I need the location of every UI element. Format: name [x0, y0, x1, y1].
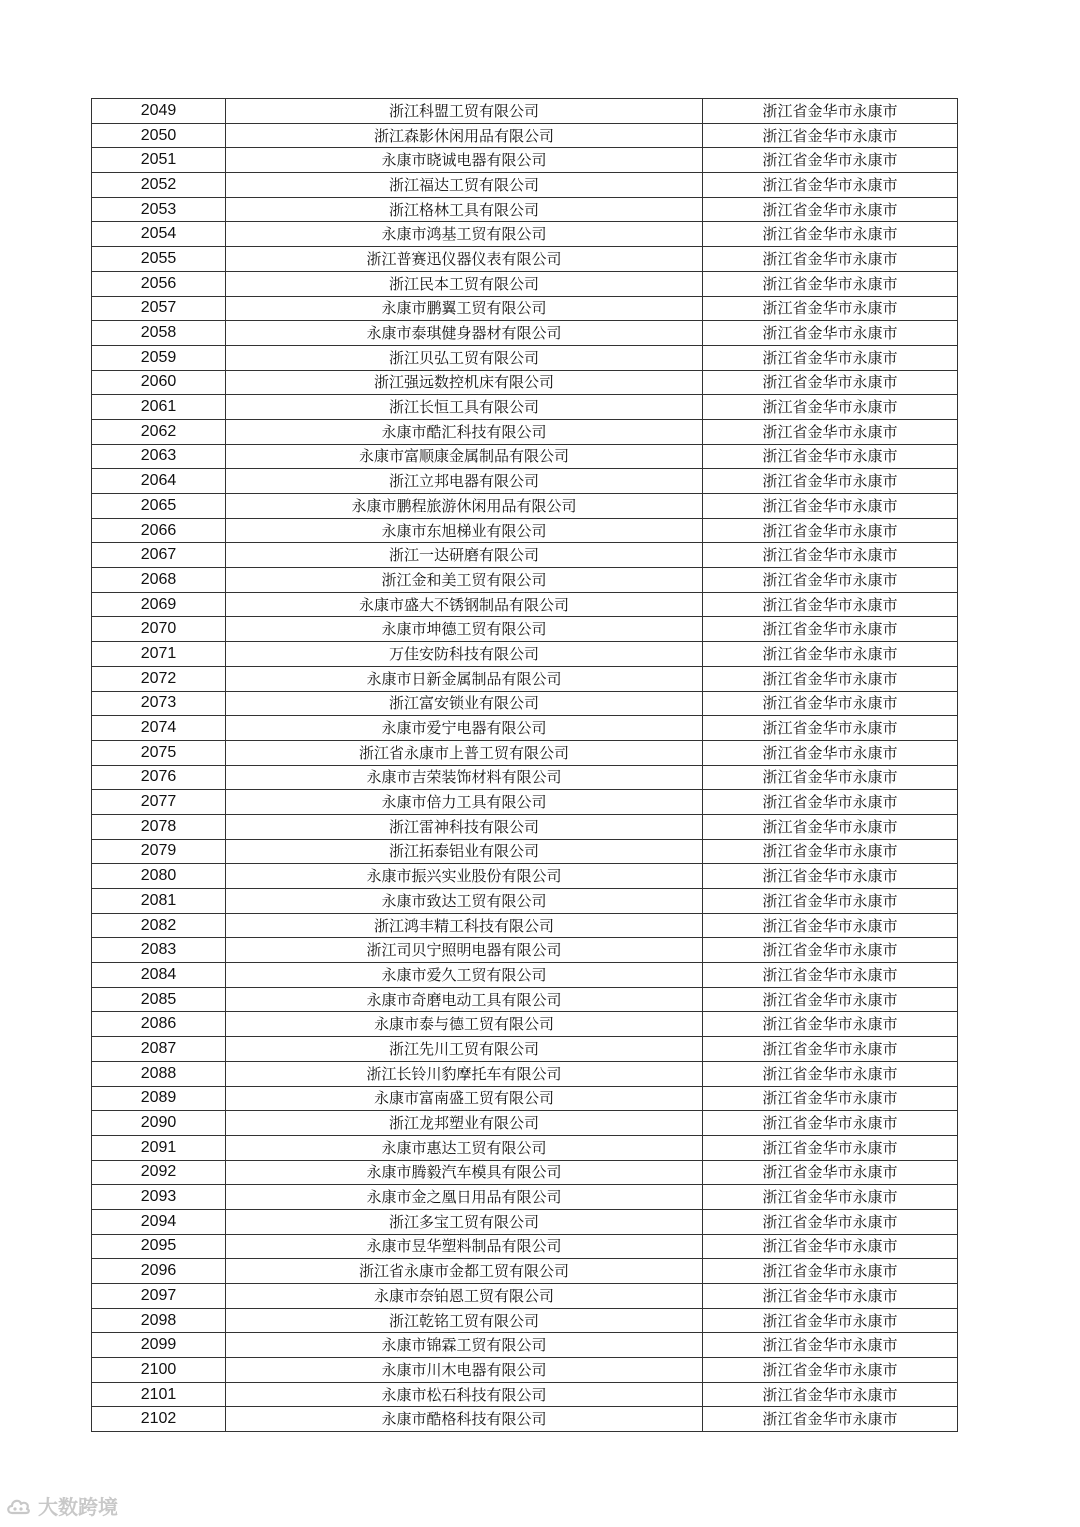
row-number: 2075 — [92, 740, 226, 765]
company-name: 浙江普赛迅仪器仪表有限公司 — [226, 247, 703, 272]
table-row — [92, 518, 958, 543]
row-number: 2091 — [92, 1135, 226, 1160]
table-row — [92, 444, 958, 469]
company-name: 浙江长恒工具有限公司 — [226, 395, 703, 420]
watermark-text: 大数跨境 — [38, 1495, 118, 1519]
table-row — [92, 222, 958, 247]
company-location: 浙江省金华市永康市 — [703, 370, 958, 395]
company-name: 永康市振兴实业股份有限公司 — [226, 864, 703, 889]
table-row — [92, 1209, 958, 1234]
row-number: 2055 — [92, 247, 226, 272]
company-name: 永康市腾毅汽车模具有限公司 — [226, 1160, 703, 1185]
table-row — [92, 1234, 958, 1259]
row-number: 2098 — [92, 1308, 226, 1333]
company-location: 浙江省金华市永康市 — [703, 543, 958, 568]
company-location: 浙江省金华市永康市 — [703, 1284, 958, 1309]
company-name: 永康市爱久工贸有限公司 — [226, 963, 703, 988]
company-location: 浙江省金华市永康市 — [703, 1259, 958, 1284]
company-name: 永康市松石科技有限公司 — [226, 1382, 703, 1407]
company-name: 永康市锦霖工贸有限公司 — [226, 1333, 703, 1358]
company-name: 永康市鸿基工贸有限公司 — [226, 222, 703, 247]
company-location: 浙江省金华市永康市 — [703, 617, 958, 642]
company-location: 浙江省金华市永康市 — [703, 1382, 958, 1407]
table-row — [92, 814, 958, 839]
row-number: 2088 — [92, 1061, 226, 1086]
company-location: 浙江省金华市永康市 — [703, 222, 958, 247]
company-location: 浙江省金华市永康市 — [703, 839, 958, 864]
company-name: 浙江森影休闲用品有限公司 — [226, 123, 703, 148]
company-location: 浙江省金华市永康市 — [703, 938, 958, 963]
table-row — [92, 913, 958, 938]
company-name: 浙江省永康市金都工贸有限公司 — [226, 1259, 703, 1284]
company-name: 永康市奈铂恩工贸有限公司 — [226, 1284, 703, 1309]
table-row — [92, 1135, 958, 1160]
company-name: 浙江金和美工贸有限公司 — [226, 568, 703, 593]
table-row — [92, 1012, 958, 1037]
company-location: 浙江省金华市永康市 — [703, 296, 958, 321]
row-number: 2066 — [92, 518, 226, 543]
row-number: 2060 — [92, 370, 226, 395]
row-number: 2061 — [92, 395, 226, 420]
company-location: 浙江省金华市永康市 — [703, 666, 958, 691]
row-number: 2054 — [92, 222, 226, 247]
table-row — [92, 370, 958, 395]
table-row — [92, 173, 958, 198]
company-location: 浙江省金华市永康市 — [703, 271, 958, 296]
row-number: 2064 — [92, 469, 226, 494]
row-number: 2081 — [92, 889, 226, 914]
company-location: 浙江省金华市永康市 — [703, 444, 958, 469]
company-name: 浙江雷神科技有限公司 — [226, 814, 703, 839]
table-row — [92, 271, 958, 296]
company-location: 浙江省金华市永康市 — [703, 691, 958, 716]
company-location: 浙江省金华市永康市 — [703, 1012, 958, 1037]
company-location: 浙江省金华市永康市 — [703, 321, 958, 346]
row-number: 2092 — [92, 1160, 226, 1185]
company-name: 永康市倍力工具有限公司 — [226, 790, 703, 815]
table-row — [92, 247, 958, 272]
row-number: 2056 — [92, 271, 226, 296]
company-name: 永康市泰琪健身器材有限公司 — [226, 321, 703, 346]
table-row — [92, 963, 958, 988]
table-row — [92, 765, 958, 790]
company-name: 浙江龙邦塑业有限公司 — [226, 1111, 703, 1136]
company-location: 浙江省金华市永康市 — [703, 518, 958, 543]
company-name: 浙江一达研磨有限公司 — [226, 543, 703, 568]
row-number: 2067 — [92, 543, 226, 568]
company-location: 浙江省金华市永康市 — [703, 419, 958, 444]
table-row — [92, 321, 958, 346]
company-name: 浙江贝弘工贸有限公司 — [226, 345, 703, 370]
company-location: 浙江省金华市永康市 — [703, 1160, 958, 1185]
company-location: 浙江省金华市永康市 — [703, 247, 958, 272]
table-row — [92, 197, 958, 222]
company-location: 浙江省金华市永康市 — [703, 642, 958, 667]
company-location: 浙江省金华市永康市 — [703, 716, 958, 741]
row-number: 2089 — [92, 1086, 226, 1111]
company-name: 浙江富安锁业有限公司 — [226, 691, 703, 716]
table-row — [92, 938, 958, 963]
row-number: 2052 — [92, 173, 226, 198]
table-row — [92, 790, 958, 815]
row-number: 2058 — [92, 321, 226, 346]
row-number: 2096 — [92, 1259, 226, 1284]
row-number: 2093 — [92, 1185, 226, 1210]
row-number: 2094 — [92, 1209, 226, 1234]
row-number: 2073 — [92, 691, 226, 716]
company-name: 永康市奇磨电动工具有限公司 — [226, 987, 703, 1012]
row-number: 2076 — [92, 765, 226, 790]
table-row — [92, 123, 958, 148]
table-row — [92, 740, 958, 765]
row-number: 2085 — [92, 987, 226, 1012]
company-name: 永康市富顺康金属制品有限公司 — [226, 444, 703, 469]
row-number: 2087 — [92, 1037, 226, 1062]
row-number: 2049 — [92, 99, 226, 124]
company-location: 浙江省金华市永康市 — [703, 494, 958, 519]
row-number: 2057 — [92, 296, 226, 321]
table-row — [92, 839, 958, 864]
company-name: 永康市鹏程旅游休闲用品有限公司 — [226, 494, 703, 519]
company-name: 永康市富南盛工贸有限公司 — [226, 1086, 703, 1111]
company-name: 永康市昱华塑料制品有限公司 — [226, 1234, 703, 1259]
table-row — [92, 296, 958, 321]
company-location: 浙江省金华市永康市 — [703, 913, 958, 938]
company-name: 浙江鸿丰精工科技有限公司 — [226, 913, 703, 938]
table-row — [92, 469, 958, 494]
row-number: 2083 — [92, 938, 226, 963]
company-name: 浙江长铃川豹摩托车有限公司 — [226, 1061, 703, 1086]
table-row — [92, 1061, 958, 1086]
company-location: 浙江省金华市永康市 — [703, 197, 958, 222]
table-row — [92, 419, 958, 444]
company-location: 浙江省金华市永康市 — [703, 469, 958, 494]
row-number: 2095 — [92, 1234, 226, 1259]
company-name: 永康市爱宁电器有限公司 — [226, 716, 703, 741]
company-name: 浙江立邦电器有限公司 — [226, 469, 703, 494]
company-location: 浙江省金华市永康市 — [703, 765, 958, 790]
table-row — [92, 1407, 958, 1432]
table-row — [92, 1185, 958, 1210]
row-number: 2065 — [92, 494, 226, 519]
company-name: 永康市东旭梯业有限公司 — [226, 518, 703, 543]
company-location: 浙江省金华市永康市 — [703, 889, 958, 914]
table-row — [92, 1111, 958, 1136]
company-location: 浙江省金华市永康市 — [703, 1086, 958, 1111]
watermark — [6, 1491, 118, 1520]
company-location: 浙江省金华市永康市 — [703, 99, 958, 124]
row-number: 2102 — [92, 1407, 226, 1432]
company-name: 永康市日新金属制品有限公司 — [226, 666, 703, 691]
row-number: 2050 — [92, 123, 226, 148]
company-name: 浙江乾铭工贸有限公司 — [226, 1308, 703, 1333]
company-location: 浙江省金华市永康市 — [703, 1209, 958, 1234]
company-location: 浙江省金华市永康市 — [703, 1185, 958, 1210]
table-row — [92, 543, 958, 568]
row-number: 2084 — [92, 963, 226, 988]
row-number: 2063 — [92, 444, 226, 469]
company-name: 永康市金之凰日用品有限公司 — [226, 1185, 703, 1210]
company-location: 浙江省金华市永康市 — [703, 568, 958, 593]
company-name: 永康市吉荣装饰材料有限公司 — [226, 765, 703, 790]
table-row — [92, 1382, 958, 1407]
company-name: 浙江格林工具有限公司 — [226, 197, 703, 222]
company-name: 永康市川木电器有限公司 — [226, 1358, 703, 1383]
table-row — [92, 494, 958, 519]
table-row — [92, 617, 958, 642]
row-number: 2078 — [92, 814, 226, 839]
company-location: 浙江省金华市永康市 — [703, 963, 958, 988]
company-location: 浙江省金华市永康市 — [703, 1135, 958, 1160]
row-number: 2100 — [92, 1358, 226, 1383]
table-row — [92, 1333, 958, 1358]
company-table — [91, 98, 958, 1432]
row-number: 2070 — [92, 617, 226, 642]
company-name: 永康市鹏翼工贸有限公司 — [226, 296, 703, 321]
company-name: 永康市盛大不锈钢制品有限公司 — [226, 592, 703, 617]
cloud-logo-icon — [6, 1495, 32, 1517]
row-number: 2059 — [92, 345, 226, 370]
row-number: 2097 — [92, 1284, 226, 1309]
row-number: 2101 — [92, 1382, 226, 1407]
table-row — [92, 345, 958, 370]
company-location: 浙江省金华市永康市 — [703, 814, 958, 839]
company-location: 浙江省金华市永康市 — [703, 1308, 958, 1333]
company-name: 浙江先川工贸有限公司 — [226, 1037, 703, 1062]
row-number: 2062 — [92, 419, 226, 444]
row-number: 2072 — [92, 666, 226, 691]
company-name: 永康市致达工贸有限公司 — [226, 889, 703, 914]
row-number: 2099 — [92, 1333, 226, 1358]
table-row — [92, 1160, 958, 1185]
table-row — [92, 148, 958, 173]
company-name: 永康市酷格科技有限公司 — [226, 1407, 703, 1432]
table-row — [92, 1259, 958, 1284]
table-row — [92, 99, 958, 124]
company-name: 浙江福达工贸有限公司 — [226, 173, 703, 198]
company-name: 永康市晓诚电器有限公司 — [226, 148, 703, 173]
row-number: 2080 — [92, 864, 226, 889]
company-name: 浙江民本工贸有限公司 — [226, 271, 703, 296]
company-location: 浙江省金华市永康市 — [703, 148, 958, 173]
company-location: 浙江省金华市永康市 — [703, 1333, 958, 1358]
company-name: 永康市惠达工贸有限公司 — [226, 1135, 703, 1160]
company-location: 浙江省金华市永康市 — [703, 740, 958, 765]
company-location: 浙江省金华市永康市 — [703, 1061, 958, 1086]
company-table-body — [92, 99, 958, 1432]
company-location: 浙江省金华市永康市 — [703, 123, 958, 148]
company-name: 浙江科盟工贸有限公司 — [226, 99, 703, 124]
row-number: 2082 — [92, 913, 226, 938]
company-location: 浙江省金华市永康市 — [703, 345, 958, 370]
company-location: 浙江省金华市永康市 — [703, 1358, 958, 1383]
table-row — [92, 987, 958, 1012]
row-number: 2053 — [92, 197, 226, 222]
company-location: 浙江省金华市永康市 — [703, 1037, 958, 1062]
table-row — [92, 716, 958, 741]
table-row — [92, 1037, 958, 1062]
table-row — [92, 1358, 958, 1383]
company-name: 永康市泰与德工贸有限公司 — [226, 1012, 703, 1037]
company-location: 浙江省金华市永康市 — [703, 395, 958, 420]
company-location: 浙江省金华市永康市 — [703, 1234, 958, 1259]
company-name: 永康市酷汇科技有限公司 — [226, 419, 703, 444]
row-number: 2071 — [92, 642, 226, 667]
company-location: 浙江省金华市永康市 — [703, 592, 958, 617]
table-row — [92, 1086, 958, 1111]
company-name: 浙江强远数控机床有限公司 — [226, 370, 703, 395]
table-row — [92, 889, 958, 914]
table-row — [92, 1284, 958, 1309]
company-name: 万佳安防科技有限公司 — [226, 642, 703, 667]
row-number: 2077 — [92, 790, 226, 815]
company-name: 浙江司贝宁照明电器有限公司 — [226, 938, 703, 963]
row-number: 2079 — [92, 839, 226, 864]
row-number: 2090 — [92, 1111, 226, 1136]
company-location: 浙江省金华市永康市 — [703, 864, 958, 889]
table-row — [92, 864, 958, 889]
company-name: 永康市坤德工贸有限公司 — [226, 617, 703, 642]
table-row — [92, 592, 958, 617]
row-number: 2068 — [92, 568, 226, 593]
table-row — [92, 568, 958, 593]
company-table-container — [91, 98, 957, 1432]
table-row — [92, 642, 958, 667]
company-name: 浙江拓泰铝业有限公司 — [226, 839, 703, 864]
company-name: 浙江省永康市上普工贸有限公司 — [226, 740, 703, 765]
table-row — [92, 395, 958, 420]
company-location: 浙江省金华市永康市 — [703, 173, 958, 198]
row-number: 2074 — [92, 716, 226, 741]
company-location: 浙江省金华市永康市 — [703, 1407, 958, 1432]
company-location: 浙江省金华市永康市 — [703, 790, 958, 815]
row-number: 2069 — [92, 592, 226, 617]
company-location: 浙江省金华市永康市 — [703, 987, 958, 1012]
row-number: 2051 — [92, 148, 226, 173]
company-location: 浙江省金华市永康市 — [703, 1111, 958, 1136]
table-row — [92, 1308, 958, 1333]
table-row — [92, 691, 958, 716]
table-row — [92, 666, 958, 691]
company-name: 浙江多宝工贸有限公司 — [226, 1209, 703, 1234]
row-number: 2086 — [92, 1012, 226, 1037]
